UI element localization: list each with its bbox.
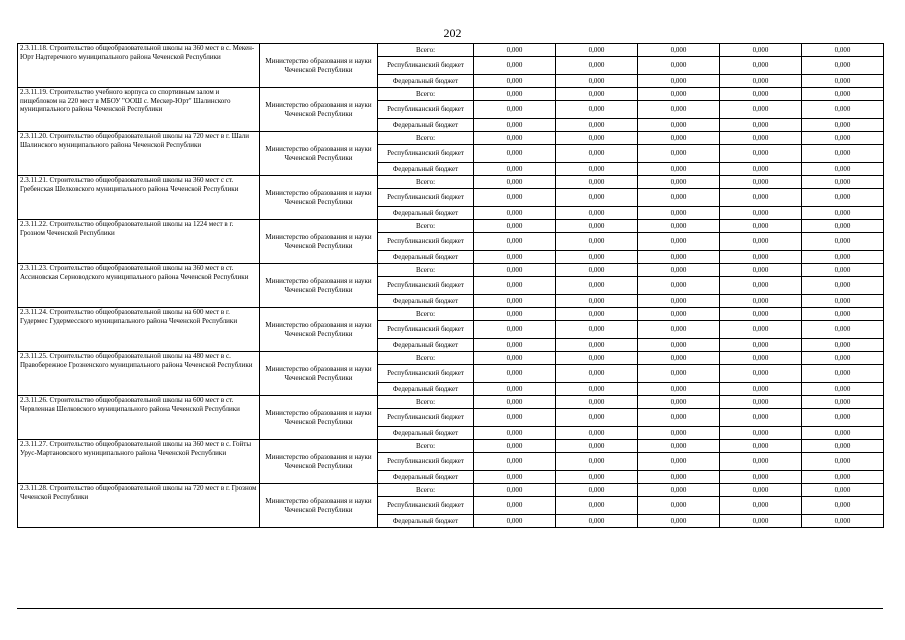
value-cell: 0,000 bbox=[720, 365, 802, 383]
value-cell: 0,000 bbox=[638, 189, 720, 207]
value-cell: 0,000 bbox=[720, 277, 802, 295]
value-cell: 0,000 bbox=[556, 321, 638, 339]
value-cell: 0,000 bbox=[802, 440, 884, 453]
value-cell: 0,000 bbox=[638, 220, 720, 233]
value-cell: 0,000 bbox=[720, 471, 802, 484]
funding-source-total: Всего: bbox=[378, 88, 474, 101]
value-cell: 0,000 bbox=[638, 75, 720, 88]
funding-source-federal: Федеральный бюджет bbox=[378, 339, 474, 352]
table-row bbox=[18, 264, 884, 277]
value-cell: 0,000 bbox=[802, 427, 884, 440]
funding-source-federal: Федеральный бюджет bbox=[378, 163, 474, 176]
value-cell: 0,000 bbox=[556, 497, 638, 515]
value-cell: 0,000 bbox=[638, 497, 720, 515]
funding-source-federal: Федеральный бюджет bbox=[378, 471, 474, 484]
table-row bbox=[18, 352, 884, 365]
value-cell: 0,000 bbox=[638, 57, 720, 75]
funding-source-republic: Республиканский бюджет bbox=[378, 233, 474, 251]
value-cell: 0,000 bbox=[556, 515, 638, 528]
value-cell: 0,000 bbox=[802, 321, 884, 339]
value-cell: 0,000 bbox=[720, 308, 802, 321]
funding-source-republic: Республиканский бюджет bbox=[378, 365, 474, 383]
value-cell: 0,000 bbox=[556, 383, 638, 396]
value-cell: 0,000 bbox=[474, 321, 556, 339]
value-cell: 0,000 bbox=[474, 163, 556, 176]
value-cell: 0,000 bbox=[638, 515, 720, 528]
value-cell: 0,000 bbox=[474, 396, 556, 409]
value-cell: 0,000 bbox=[556, 453, 638, 471]
responsible-executor: Министерство образования и науки Чеченской Республики bbox=[260, 264, 378, 308]
value-cell: 0,000 bbox=[802, 471, 884, 484]
value-cell: 0,000 bbox=[474, 308, 556, 321]
value-cell: 0,000 bbox=[638, 396, 720, 409]
value-cell: 0,000 bbox=[802, 484, 884, 497]
value-cell: 0,000 bbox=[802, 308, 884, 321]
value-cell: 0,000 bbox=[556, 339, 638, 352]
budget-table bbox=[17, 43, 884, 528]
funding-source-total: Всего: bbox=[378, 308, 474, 321]
value-cell: 0,000 bbox=[474, 132, 556, 145]
value-cell: 0,000 bbox=[474, 101, 556, 119]
funding-source-republic: Республиканский бюджет bbox=[378, 101, 474, 119]
item-description: 2.3.11.20. Строительство общеобразовательной школы на 720 мест в г. Шали Шалинского муниципального района Чеченской Республики bbox=[18, 132, 260, 176]
value-cell: 0,000 bbox=[556, 295, 638, 308]
value-cell: 0,000 bbox=[474, 352, 556, 365]
value-cell: 0,000 bbox=[720, 189, 802, 207]
item-description: 2.3.11.19. Строительство учебного корпуса со спортивным залом и пищеблоком на 220 мест в МБОУ "ООШ с. Мескер-Юрт" Шалинского муниципального района Чеченской Республики bbox=[18, 88, 260, 132]
value-cell: 0,000 bbox=[474, 471, 556, 484]
value-cell: 0,000 bbox=[720, 163, 802, 176]
value-cell: 0,000 bbox=[638, 176, 720, 189]
funding-source-republic: Республиканский бюджет bbox=[378, 321, 474, 339]
value-cell: 0,000 bbox=[802, 176, 884, 189]
value-cell: 0,000 bbox=[556, 163, 638, 176]
value-cell: 0,000 bbox=[638, 277, 720, 295]
value-cell: 0,000 bbox=[474, 57, 556, 75]
value-cell: 0,000 bbox=[474, 233, 556, 251]
value-cell: 0,000 bbox=[474, 295, 556, 308]
responsible-executor: Министерство образования и науки Чеченской Республики bbox=[260, 132, 378, 176]
value-cell: 0,000 bbox=[802, 277, 884, 295]
value-cell: 0,000 bbox=[720, 440, 802, 453]
value-cell: 0,000 bbox=[720, 396, 802, 409]
value-cell: 0,000 bbox=[474, 277, 556, 295]
value-cell: 0,000 bbox=[720, 515, 802, 528]
value-cell: 0,000 bbox=[556, 264, 638, 277]
responsible-executor: Министерство образования и науки Чеченской Республики bbox=[260, 440, 378, 484]
value-cell: 0,000 bbox=[638, 233, 720, 251]
value-cell: 0,000 bbox=[474, 207, 556, 220]
table-body bbox=[18, 44, 884, 528]
value-cell: 0,000 bbox=[720, 484, 802, 497]
value-cell: 0,000 bbox=[720, 264, 802, 277]
funding-source-republic: Республиканский бюджет bbox=[378, 145, 474, 163]
value-cell: 0,000 bbox=[720, 176, 802, 189]
funding-source-federal: Федеральный бюджет bbox=[378, 295, 474, 308]
value-cell: 0,000 bbox=[720, 44, 802, 57]
funding-source-total: Всего: bbox=[378, 132, 474, 145]
value-cell: 0,000 bbox=[802, 515, 884, 528]
value-cell: 0,000 bbox=[720, 339, 802, 352]
value-cell: 0,000 bbox=[556, 352, 638, 365]
value-cell: 0,000 bbox=[556, 396, 638, 409]
value-cell: 0,000 bbox=[474, 383, 556, 396]
value-cell: 0,000 bbox=[556, 277, 638, 295]
value-cell: 0,000 bbox=[638, 207, 720, 220]
value-cell: 0,000 bbox=[802, 339, 884, 352]
value-cell: 0,000 bbox=[802, 453, 884, 471]
value-cell: 0,000 bbox=[720, 295, 802, 308]
value-cell: 0,000 bbox=[638, 88, 720, 101]
table-row bbox=[18, 88, 884, 101]
value-cell: 0,000 bbox=[802, 396, 884, 409]
responsible-executor: Министерство образования и науки Чеченской Республики bbox=[260, 44, 378, 88]
funding-source-federal: Федеральный бюджет bbox=[378, 427, 474, 440]
value-cell: 0,000 bbox=[638, 440, 720, 453]
table-row bbox=[18, 44, 884, 57]
value-cell: 0,000 bbox=[556, 471, 638, 484]
value-cell: 0,000 bbox=[556, 88, 638, 101]
value-cell: 0,000 bbox=[556, 145, 638, 163]
value-cell: 0,000 bbox=[474, 88, 556, 101]
value-cell: 0,000 bbox=[720, 75, 802, 88]
budget-table-container bbox=[17, 44, 883, 609]
value-cell: 0,000 bbox=[802, 132, 884, 145]
table-row bbox=[18, 176, 884, 189]
value-cell: 0,000 bbox=[802, 119, 884, 132]
table-row bbox=[18, 132, 884, 145]
value-cell: 0,000 bbox=[720, 497, 802, 515]
value-cell: 0,000 bbox=[474, 75, 556, 88]
value-cell: 0,000 bbox=[638, 145, 720, 163]
value-cell: 0,000 bbox=[474, 453, 556, 471]
responsible-executor: Министерство образования и науки Чеченской Республики bbox=[260, 220, 378, 264]
value-cell: 0,000 bbox=[720, 220, 802, 233]
value-cell: 0,000 bbox=[802, 365, 884, 383]
value-cell: 0,000 bbox=[720, 57, 802, 75]
value-cell: 0,000 bbox=[638, 471, 720, 484]
responsible-executor: Министерство образования и науки Чеченской Республики bbox=[260, 484, 378, 528]
value-cell: 0,000 bbox=[720, 233, 802, 251]
value-cell: 0,000 bbox=[474, 427, 556, 440]
responsible-executor: Министерство образования и науки Чеченской Республики bbox=[260, 352, 378, 396]
value-cell: 0,000 bbox=[556, 176, 638, 189]
funding-source-total: Всего: bbox=[378, 44, 474, 57]
value-cell: 0,000 bbox=[474, 44, 556, 57]
funding-source-total: Всего: bbox=[378, 352, 474, 365]
value-cell: 0,000 bbox=[802, 264, 884, 277]
funding-source-federal: Федеральный бюджет bbox=[378, 207, 474, 220]
value-cell: 0,000 bbox=[720, 119, 802, 132]
value-cell: 0,000 bbox=[556, 409, 638, 427]
value-cell: 0,000 bbox=[474, 440, 556, 453]
value-cell: 0,000 bbox=[474, 176, 556, 189]
value-cell: 0,000 bbox=[474, 515, 556, 528]
value-cell: 0,000 bbox=[556, 251, 638, 264]
funding-source-total: Всего: bbox=[378, 484, 474, 497]
page-number: 202 bbox=[443, 26, 462, 40]
value-cell: 0,000 bbox=[720, 383, 802, 396]
funding-source-republic: Республиканский бюджет bbox=[378, 409, 474, 427]
value-cell: 0,000 bbox=[556, 57, 638, 75]
item-description: 2.3.11.22. Строительство общеобразовательной школы на 1224 мест в г. Грозном Чеченской Республики bbox=[18, 220, 260, 264]
table-row bbox=[18, 308, 884, 321]
value-cell: 0,000 bbox=[802, 295, 884, 308]
item-description: 2.3.11.25. Строительство общеобразовательной школы на 480 мест в с. Правобережное Грозненского муниципального района Чеченской Республики bbox=[18, 352, 260, 396]
funding-source-federal: Федеральный бюджет bbox=[378, 251, 474, 264]
value-cell: 0,000 bbox=[556, 427, 638, 440]
value-cell: 0,000 bbox=[802, 44, 884, 57]
table-row bbox=[18, 440, 884, 453]
value-cell: 0,000 bbox=[474, 264, 556, 277]
funding-source-total: Всего: bbox=[378, 176, 474, 189]
funding-source-federal: Федеральный бюджет bbox=[378, 75, 474, 88]
funding-source-republic: Республиканский бюджет bbox=[378, 57, 474, 75]
value-cell: 0,000 bbox=[474, 409, 556, 427]
value-cell: 0,000 bbox=[720, 352, 802, 365]
responsible-executor: Министерство образования и науки Чеченской Республики bbox=[260, 308, 378, 352]
value-cell: 0,000 bbox=[474, 365, 556, 383]
value-cell: 0,000 bbox=[556, 119, 638, 132]
value-cell: 0,000 bbox=[720, 88, 802, 101]
responsible-executor: Министерство образования и науки Чеченской Республики bbox=[260, 396, 378, 440]
funding-source-republic: Республиканский бюджет bbox=[378, 277, 474, 295]
value-cell: 0,000 bbox=[474, 145, 556, 163]
value-cell: 0,000 bbox=[720, 321, 802, 339]
table-row bbox=[18, 220, 884, 233]
value-cell: 0,000 bbox=[802, 163, 884, 176]
funding-source-republic: Республиканский бюджет bbox=[378, 497, 474, 515]
value-cell: 0,000 bbox=[556, 220, 638, 233]
funding-source-republic: Республиканский бюджет bbox=[378, 189, 474, 207]
value-cell: 0,000 bbox=[638, 409, 720, 427]
value-cell: 0,000 bbox=[638, 251, 720, 264]
funding-source-federal: Федеральный бюджет bbox=[378, 119, 474, 132]
value-cell: 0,000 bbox=[802, 145, 884, 163]
value-cell: 0,000 bbox=[802, 383, 884, 396]
value-cell: 0,000 bbox=[556, 207, 638, 220]
value-cell: 0,000 bbox=[556, 365, 638, 383]
value-cell: 0,000 bbox=[802, 207, 884, 220]
value-cell: 0,000 bbox=[556, 189, 638, 207]
value-cell: 0,000 bbox=[556, 308, 638, 321]
value-cell: 0,000 bbox=[556, 440, 638, 453]
value-cell: 0,000 bbox=[802, 88, 884, 101]
value-cell: 0,000 bbox=[638, 453, 720, 471]
value-cell: 0,000 bbox=[802, 57, 884, 75]
value-cell: 0,000 bbox=[638, 44, 720, 57]
value-cell: 0,000 bbox=[556, 44, 638, 57]
value-cell: 0,000 bbox=[474, 119, 556, 132]
item-description: 2.3.11.24. Строительство общеобразовательной школы на 600 мест в г. Гудермес Гудермесского муниципального района Чеченской Республики bbox=[18, 308, 260, 352]
value-cell: 0,000 bbox=[720, 453, 802, 471]
funding-source-federal: Федеральный бюджет bbox=[378, 515, 474, 528]
responsible-executor: Министерство образования и науки Чеченской Республики bbox=[260, 176, 378, 220]
item-description: 2.3.11.21. Строительство общеобразовательной школы на 360 мест с ст. Гребенская Шелковского муниципального района Чеченской Республики bbox=[18, 176, 260, 220]
value-cell: 0,000 bbox=[802, 101, 884, 119]
value-cell: 0,000 bbox=[638, 101, 720, 119]
funding-source-republic: Республиканский бюджет bbox=[378, 453, 474, 471]
value-cell: 0,000 bbox=[802, 75, 884, 88]
funding-source-federal: Федеральный бюджет bbox=[378, 383, 474, 396]
table-row bbox=[18, 484, 884, 497]
value-cell: 0,000 bbox=[556, 233, 638, 251]
value-cell: 0,000 bbox=[720, 132, 802, 145]
value-cell: 0,000 bbox=[720, 207, 802, 220]
value-cell: 0,000 bbox=[556, 132, 638, 145]
value-cell: 0,000 bbox=[638, 264, 720, 277]
value-cell: 0,000 bbox=[802, 233, 884, 251]
item-description: 2.3.11.23. Строительство общеобразовательной школы на 360 мест в ст. Ассиновская Серноводского муниципального района Чеченской Республики bbox=[18, 264, 260, 308]
value-cell: 0,000 bbox=[802, 220, 884, 233]
value-cell: 0,000 bbox=[802, 251, 884, 264]
value-cell: 0,000 bbox=[638, 427, 720, 440]
value-cell: 0,000 bbox=[720, 251, 802, 264]
funding-source-total: Всего: bbox=[378, 440, 474, 453]
value-cell: 0,000 bbox=[720, 145, 802, 163]
value-cell: 0,000 bbox=[802, 497, 884, 515]
value-cell: 0,000 bbox=[638, 365, 720, 383]
value-cell: 0,000 bbox=[556, 101, 638, 119]
value-cell: 0,000 bbox=[638, 295, 720, 308]
value-cell: 0,000 bbox=[638, 352, 720, 365]
value-cell: 0,000 bbox=[638, 383, 720, 396]
value-cell: 0,000 bbox=[638, 321, 720, 339]
value-cell: 0,000 bbox=[638, 339, 720, 352]
value-cell: 0,000 bbox=[720, 101, 802, 119]
item-description: 2.3.11.26. Строительство общеобразовательной школы на 600 мест в ст. Червленная Шелковского муниципального района Чеченской Республики bbox=[18, 396, 260, 440]
value-cell: 0,000 bbox=[720, 427, 802, 440]
value-cell: 0,000 bbox=[638, 163, 720, 176]
value-cell: 0,000 bbox=[556, 484, 638, 497]
value-cell: 0,000 bbox=[474, 339, 556, 352]
funding-source-total: Всего: bbox=[378, 396, 474, 409]
value-cell: 0,000 bbox=[802, 189, 884, 207]
value-cell: 0,000 bbox=[638, 132, 720, 145]
value-cell: 0,000 bbox=[474, 497, 556, 515]
value-cell: 0,000 bbox=[802, 352, 884, 365]
value-cell: 0,000 bbox=[474, 220, 556, 233]
item-description: 2.3.11.27. Строительство общеобразовательной школы на 360 мест в с. Гойты Урус-Мартановского муниципального района Чеченской Республики bbox=[18, 440, 260, 484]
value-cell: 0,000 bbox=[474, 251, 556, 264]
value-cell: 0,000 bbox=[638, 119, 720, 132]
table-row bbox=[18, 396, 884, 409]
item-description: 2.3.11.28. Строительство общеобразовательной школы на 720 мест в г. Грозном Чеченской Республики bbox=[18, 484, 260, 528]
item-description: 2.3.11.18. Строительство общеобразовательной школы на 360 мест в с. Мекен-Юрт Надтеречного муниципального района Чеченской Республики bbox=[18, 44, 260, 88]
value-cell: 0,000 bbox=[556, 75, 638, 88]
value-cell: 0,000 bbox=[802, 409, 884, 427]
value-cell: 0,000 bbox=[638, 484, 720, 497]
value-cell: 0,000 bbox=[720, 409, 802, 427]
funding-source-total: Всего: bbox=[378, 220, 474, 233]
page-bottom-edge bbox=[17, 608, 883, 609]
responsible-executor: Министерство образования и науки Чеченской Республики bbox=[260, 88, 378, 132]
value-cell: 0,000 bbox=[474, 484, 556, 497]
value-cell: 0,000 bbox=[474, 189, 556, 207]
funding-source-total: Всего: bbox=[378, 264, 474, 277]
value-cell: 0,000 bbox=[638, 308, 720, 321]
